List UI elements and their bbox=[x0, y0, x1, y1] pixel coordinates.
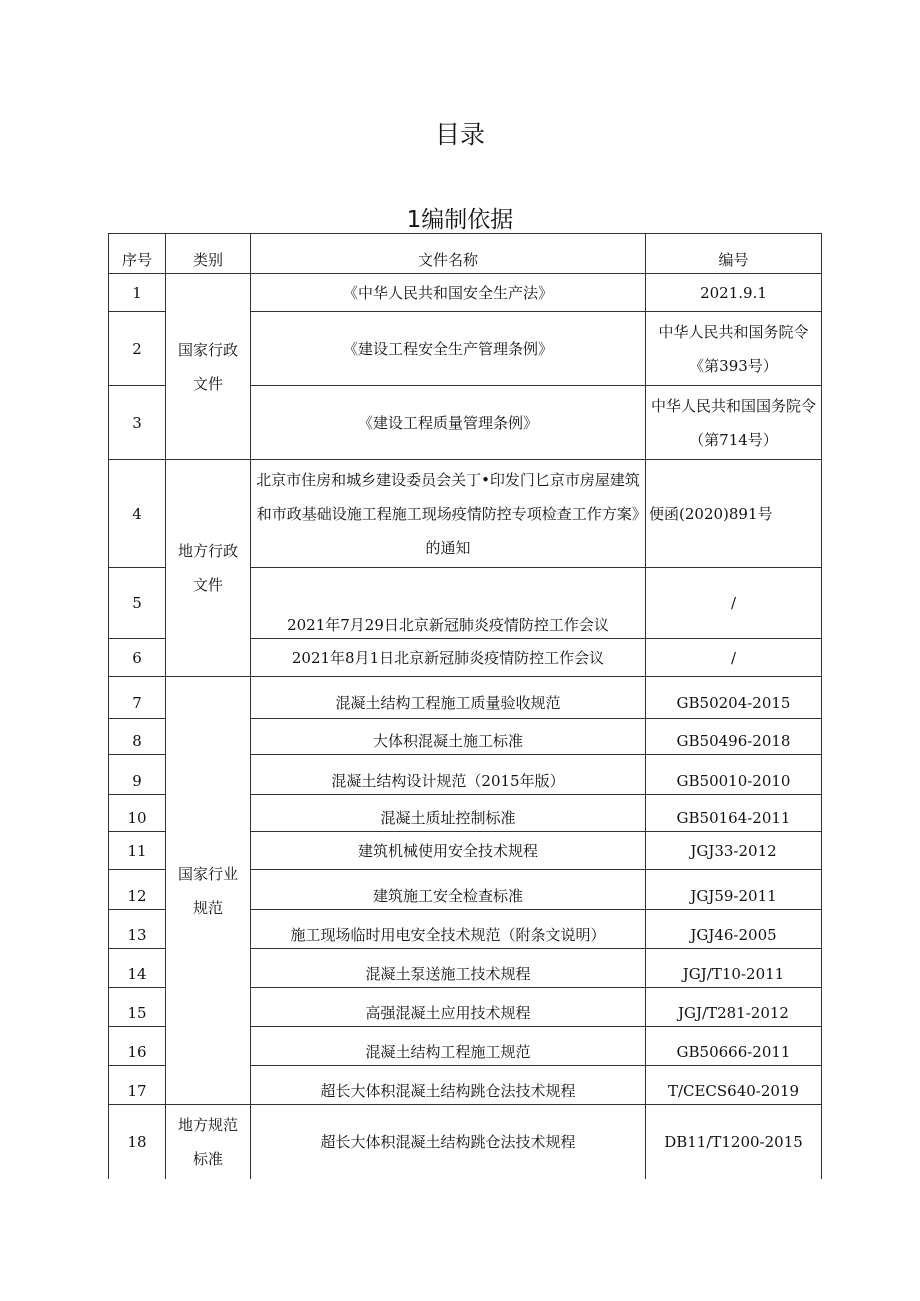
row-code: 中华人民共和国务院令《第393号） bbox=[646, 312, 822, 386]
row-no: 4 bbox=[109, 460, 166, 568]
row-code: GB50666-2011 bbox=[646, 1027, 822, 1066]
row-no: 11 bbox=[109, 832, 166, 870]
table-row bbox=[109, 677, 822, 719]
row-name: 超长大体积混凝土结构跳仓法技术规程 bbox=[251, 1066, 646, 1105]
row-code: 2021.9.1 bbox=[646, 274, 822, 312]
row-no: 10 bbox=[109, 795, 166, 832]
row-name: 《建设工程质量管理条例》 bbox=[251, 386, 646, 460]
row-name: 混凝土结构工程施工规范 bbox=[251, 1027, 646, 1066]
row-code: JGJ/T10-2011 bbox=[646, 949, 822, 988]
header-category: 类别 bbox=[166, 234, 251, 274]
row-name: 大体积混凝土施工标准 bbox=[251, 719, 646, 755]
row-code: T/CECS640-2019 bbox=[646, 1066, 822, 1105]
category-national-industry bbox=[166, 677, 251, 1105]
row-code: JGJ/T281-2012 bbox=[646, 988, 822, 1027]
row-no: 18 bbox=[109, 1105, 166, 1179]
row-no: 5 bbox=[109, 568, 166, 639]
row-name: 施工现场临时用电安全技术规范（附条文说明） bbox=[251, 910, 646, 949]
row-code: JGJ59-2011 bbox=[646, 870, 822, 910]
row-code: / bbox=[646, 639, 822, 677]
row-no: 9 bbox=[109, 755, 166, 795]
row-code: GB50496-2018 bbox=[646, 719, 822, 755]
row-code: DB11/T1200-2015 bbox=[646, 1105, 822, 1179]
category-label: 地方规范标准 bbox=[177, 1115, 238, 1168]
row-name: 建筑机械使用安全技术规程 bbox=[251, 832, 646, 870]
row-no: 14 bbox=[109, 949, 166, 988]
table-row bbox=[109, 1105, 822, 1179]
header-name: 文件名称 bbox=[251, 234, 646, 274]
row-code: JGJ46-2005 bbox=[646, 910, 822, 949]
row-name: 《建设工程安全生产管理条例》 bbox=[251, 312, 646, 386]
row-no: 6 bbox=[109, 639, 166, 677]
row-code: / bbox=[646, 568, 822, 639]
header-no: 序号 bbox=[109, 234, 166, 274]
category-label: 国家行政文件 bbox=[177, 340, 238, 393]
row-no: 3 bbox=[109, 386, 166, 460]
page-title: 目录 bbox=[434, 120, 485, 149]
category-label: 地方行政文件 bbox=[177, 542, 238, 594]
row-no: 17 bbox=[109, 1066, 166, 1105]
row-name: 混凝土泵送施工技术规程 bbox=[251, 949, 646, 988]
row-no: 7 bbox=[109, 677, 166, 719]
category-national-admin bbox=[166, 274, 251, 460]
table-row bbox=[109, 460, 822, 568]
row-name: 《中华人民共和国安全生产法》 bbox=[251, 274, 646, 312]
row-no: 12 bbox=[109, 870, 166, 910]
row-no: 1 bbox=[109, 274, 166, 312]
row-name: 混凝土质址控制标准 bbox=[251, 795, 646, 832]
row-name: 建筑施工安全检查标准 bbox=[251, 870, 646, 910]
table-row bbox=[109, 274, 822, 312]
row-name: 超长大体积混凝土结构跳仓法技术规程 bbox=[251, 1105, 646, 1179]
row-name: 高强混凝土应用技术规程 bbox=[251, 988, 646, 1027]
row-no: 16 bbox=[109, 1027, 166, 1066]
row-code: GB50164-2011 bbox=[646, 795, 822, 832]
row-no: 8 bbox=[109, 719, 166, 755]
row-name: 混凝土结构工程施工质量验收规范 bbox=[251, 677, 646, 719]
row-no: 13 bbox=[109, 910, 166, 949]
row-name: 2021年7月29日北京新冠肺炎疫情防控工作会议 bbox=[251, 568, 646, 639]
row-no: 15 bbox=[109, 988, 166, 1027]
row-no: 2 bbox=[109, 312, 166, 386]
row-code: GB50204-2015 bbox=[646, 677, 822, 719]
section-title: 1编制依据 bbox=[406, 207, 514, 233]
category-label: 国家行业规范 bbox=[177, 864, 238, 917]
row-code: 中华人民共和国国务院令（第714号） bbox=[646, 386, 822, 460]
category-local-standard bbox=[166, 1105, 251, 1179]
row-name: 北京市住房和城乡建设委员会关丁•印发门匕京市房屋建筑和市政基础设施工程施工现场疫情防控专项检查工作方案》的通知 bbox=[251, 460, 646, 568]
row-name: 混凝土结构设计规范（2015年版） bbox=[251, 755, 646, 795]
table-header-row bbox=[109, 234, 822, 274]
header-code: 编号 bbox=[646, 234, 822, 274]
category-local-admin bbox=[166, 460, 251, 677]
row-code: JGJ33-2012 bbox=[646, 832, 822, 870]
row-code: 便函(2020)891号 bbox=[646, 460, 822, 568]
row-code: GB50010-2010 bbox=[646, 755, 822, 795]
compilation-basis-table bbox=[108, 233, 822, 1179]
row-name: 2021年8月1日北京新冠肺炎疫情防控工作会议 bbox=[251, 639, 646, 677]
